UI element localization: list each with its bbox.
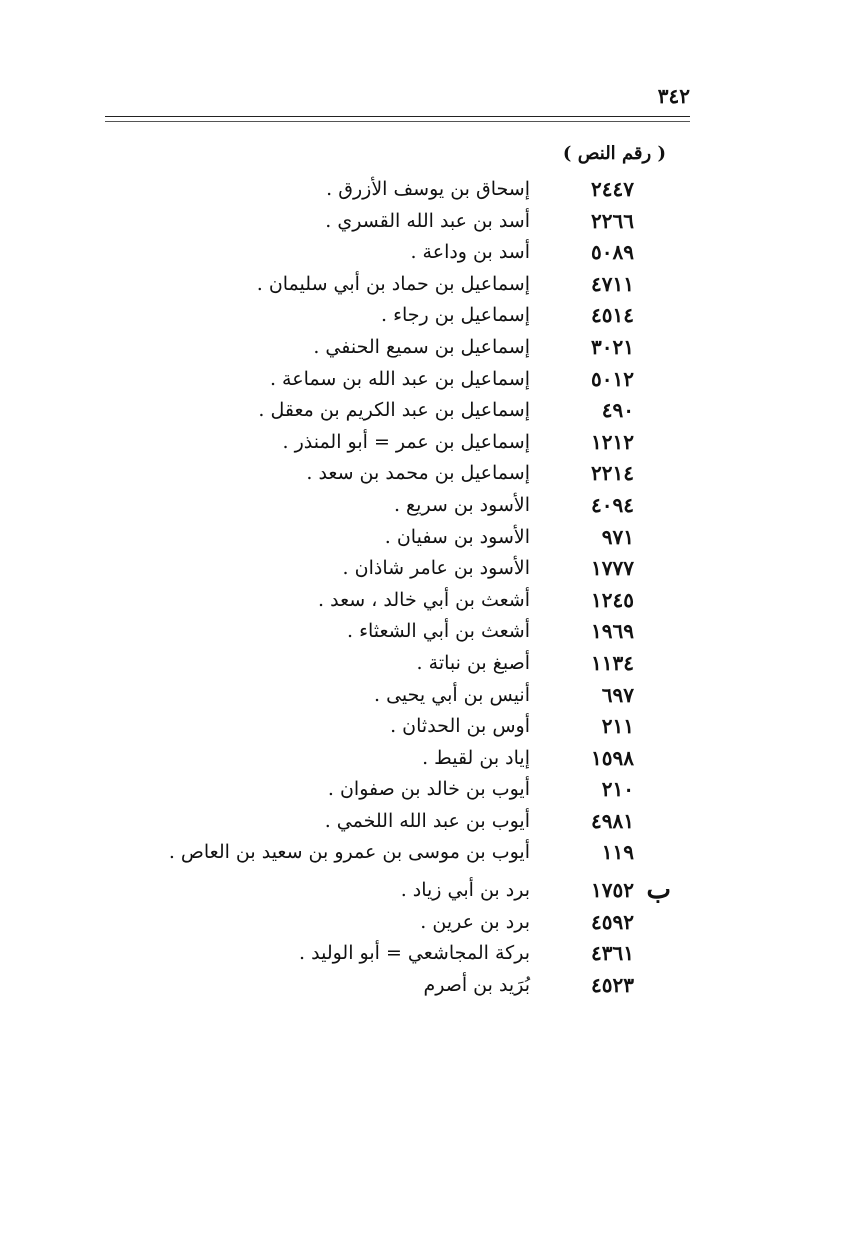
entry-name: أيوب بن موسى بن عمرو بن سعيد بن العاص .: [168, 841, 530, 864]
index-entry: [0, 427, 861, 459]
entry-name: إسماعيل بن سميع الحنفي .: [313, 335, 530, 358]
column-header: ( رقم النص ): [562, 143, 666, 164]
entry-name: الأسود بن سفيان .: [384, 525, 530, 548]
entry-number: ٤٧١١: [591, 271, 634, 296]
entry-name: برد بن أبي زياد .: [400, 879, 530, 902]
entry-number: ١١٩: [601, 840, 634, 865]
section-letter: ب: [646, 875, 671, 906]
entry-number: ٩٧١: [601, 524, 634, 549]
entry-number: ٢٤٤٧: [591, 177, 634, 201]
index-entry: [0, 774, 861, 806]
index-entry: [0, 585, 861, 617]
entry-number: ٢٢٦٦: [591, 208, 634, 233]
index-entry: [0, 743, 861, 775]
index-entry: [0, 522, 861, 554]
index-entry: [0, 680, 861, 712]
entry-name: أنيس بن أبي يحيى .: [374, 683, 530, 706]
entry-number: ٤٩٨١: [591, 808, 634, 833]
entry-number: ٢١١: [601, 714, 634, 739]
entry-name: أصبغ بن نباتة .: [416, 651, 530, 674]
index-entry: [0, 553, 861, 585]
entry-number: ١٥٩٨: [591, 745, 634, 770]
entry-name: أيوب بن عبد الله اللخمي .: [324, 809, 530, 832]
index-entry: [0, 364, 861, 396]
entry-name: إسماعيل بن عبد الكريم بن معقل .: [258, 399, 530, 422]
entry-number: ٥٠١٢: [591, 366, 634, 391]
entry-name: إسماعيل بن رجاء .: [381, 304, 530, 327]
entry-number: ١٧٧٧: [591, 556, 634, 581]
entry-number: ٤٥٢٣: [591, 972, 634, 997]
index-entry: [0, 458, 861, 490]
header-rule-thin: [105, 121, 690, 122]
entry-name: إسحاق بن يوسف الأزرق .: [326, 178, 530, 200]
entry-name: الأسود بن سريع .: [393, 493, 530, 516]
entry-number: ١٧٥٢: [591, 878, 634, 903]
entry-name: أسد بن وداعة .: [410, 241, 530, 264]
entry-number: ٦٩٧: [601, 682, 634, 707]
entry-name: إسماعيل بن عبد الله بن سماعة .: [269, 367, 530, 390]
index-entry: [0, 174, 861, 206]
entry-number: ٤٥٩٢: [591, 909, 634, 934]
entry-name: أوس بن الحدثان .: [390, 715, 530, 738]
index-entry: [0, 938, 861, 970]
index-entry: [0, 332, 861, 364]
index-entry: [0, 837, 861, 869]
entry-name: بُرَيد بن أصرم: [423, 973, 530, 996]
header-rule: [105, 116, 690, 117]
index-entry: [0, 395, 861, 427]
entry-name: إسماعيل بن حماد بن أبي سليمان .: [256, 272, 530, 295]
index-entry: [0, 648, 861, 680]
index-entry: [0, 616, 861, 648]
index-entry: [0, 907, 861, 939]
page-number: ٣٤٢: [657, 84, 690, 108]
entry-name: برد بن عرين .: [420, 910, 530, 933]
entry-name: بركة المجاشعي = أبو الوليد .: [299, 942, 530, 965]
entry-name: إسماعيل بن محمد بن سعد .: [306, 462, 530, 485]
index-entry: [0, 875, 861, 907]
entry-number: ٣٠٢١: [591, 334, 634, 359]
entry-number: ٤٠٩٤: [591, 492, 634, 517]
entry-number: ١٢١٢: [591, 429, 634, 454]
index-entry: [0, 490, 861, 522]
entry-name: إسماعيل بن عمر = أبو المنذر .: [282, 430, 530, 453]
entry-name: أيوب بن خالد بن صفوان .: [327, 778, 530, 801]
entry-name: أسد بن عبد الله القسري .: [325, 209, 530, 232]
index-entry: [0, 300, 861, 332]
entry-number: ٢٢١٤: [591, 461, 634, 486]
index-entry: [0, 269, 861, 301]
index-list: [0, 174, 861, 1001]
entry-number: ٤٩٠: [601, 398, 634, 423]
entry-number: ١١٣٤: [591, 650, 634, 675]
index-entry: [0, 970, 861, 1002]
entry-name: إياد بن لقيط .: [422, 746, 530, 769]
entry-name: أشعث بن أبي خالد ، سعد .: [318, 588, 530, 611]
entry-name: الأسود بن عامر شاذان .: [342, 557, 530, 580]
entry-name: أشعث بن أبي الشعثاء .: [346, 620, 530, 643]
index-entry: [0, 711, 861, 743]
entry-number: ١٢٤٥: [591, 587, 634, 612]
entry-number: ١٩٦٩: [591, 619, 634, 644]
entry-number: ٥٠٨٩: [591, 240, 634, 265]
entry-number: ٤٣٦١: [591, 941, 634, 966]
index-entry: [0, 806, 861, 838]
entry-number: ٤٥١٤: [591, 303, 634, 328]
index-entry: [0, 237, 861, 269]
entry-number: ٢١٠: [601, 777, 634, 802]
index-entry: [0, 206, 861, 238]
